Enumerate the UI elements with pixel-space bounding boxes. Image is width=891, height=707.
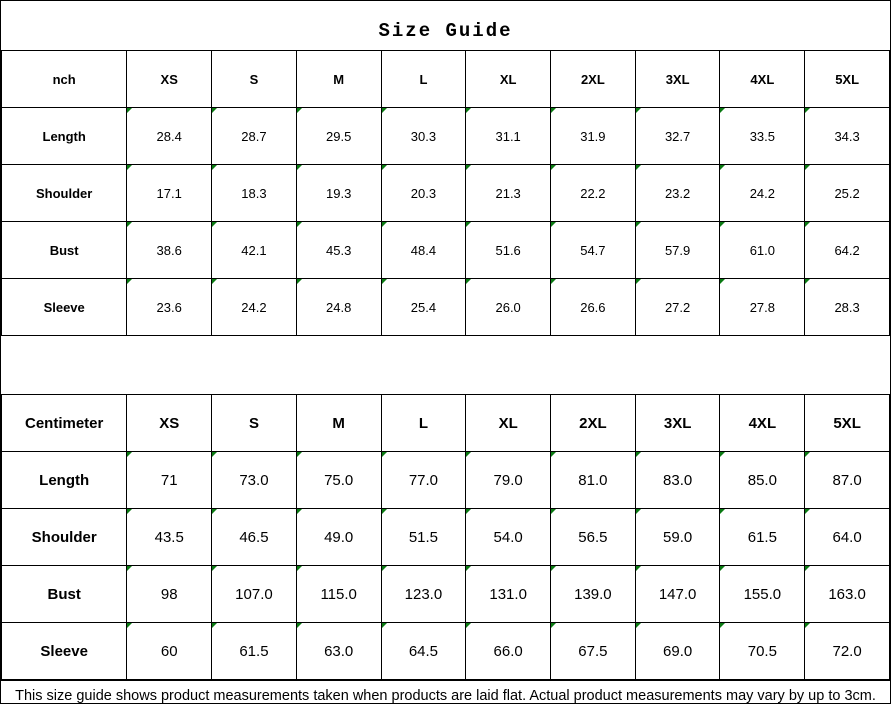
cm-row-label-sleeve: Sleeve: [2, 623, 127, 680]
inch-length-3xl: 32.7: [635, 108, 720, 165]
inch-length-5xl: 34.3: [805, 108, 890, 165]
cm-size-3xl: 3XL: [635, 395, 720, 452]
cm-size-table: [1, 394, 890, 680]
cm-length-xs: 71: [127, 452, 212, 509]
inch-sleeve-4xl: 27.8: [720, 279, 805, 336]
cm-size-l: L: [381, 395, 466, 452]
inch-bust-l: 48.4: [381, 222, 466, 279]
inch-sleeve-m: 24.8: [296, 279, 381, 336]
table-row: [2, 623, 890, 680]
inch-bust-5xl: 64.2: [805, 222, 890, 279]
cm-shoulder-m: 49.0: [296, 509, 381, 566]
cm-shoulder-s: 46.5: [212, 509, 297, 566]
cm-bust-s: 107.0: [212, 566, 297, 623]
page-title: Size Guide: [378, 20, 513, 42]
inch-size-l: L: [381, 51, 466, 108]
inch-bust-xs: 38.6: [127, 222, 212, 279]
cm-length-xl: 79.0: [466, 452, 551, 509]
inch-shoulder-m: 19.3: [296, 165, 381, 222]
cm-bust-4xl: 155.0: [720, 566, 805, 623]
inch-size-xl: XL: [466, 51, 551, 108]
inch-shoulder-xs: 17.1: [127, 165, 212, 222]
table-spacer: [1, 336, 890, 394]
inch-bust-4xl: 61.0: [720, 222, 805, 279]
cm-length-3xl: 83.0: [635, 452, 720, 509]
inch-shoulder-l: 20.3: [381, 165, 466, 222]
inch-size-table: [1, 50, 890, 336]
cm-shoulder-xl: 54.0: [466, 509, 551, 566]
cm-unit-label: Centimeter: [2, 395, 127, 452]
inch-sleeve-xl: 26.0: [466, 279, 551, 336]
table-row: [2, 452, 890, 509]
inch-sleeve-xs: 23.6: [127, 279, 212, 336]
inch-bust-xl: 51.6: [466, 222, 551, 279]
cm-shoulder-3xl: 59.0: [635, 509, 720, 566]
cm-bust-5xl: 163.0: [805, 566, 890, 623]
cm-bust-2xl: 139.0: [551, 566, 636, 623]
inch-unit-label: nch: [2, 51, 127, 108]
table-row: [2, 509, 890, 566]
cm-shoulder-l: 51.5: [381, 509, 466, 566]
inch-sleeve-2xl: 26.6: [551, 279, 636, 336]
inch-size-4xl: 4XL: [720, 51, 805, 108]
cm-row-label-length: Length: [2, 452, 127, 509]
table-row: [2, 279, 890, 336]
cm-length-5xl: 87.0: [805, 452, 890, 509]
table-header-row: [2, 395, 890, 452]
inch-sleeve-s: 24.2: [212, 279, 297, 336]
cm-sleeve-3xl: 69.0: [635, 623, 720, 680]
cm-bust-xs: 98: [127, 566, 212, 623]
table-row: [2, 222, 890, 279]
cm-sleeve-4xl: 70.5: [720, 623, 805, 680]
inch-length-xs: 28.4: [127, 108, 212, 165]
inch-shoulder-xl: 21.3: [466, 165, 551, 222]
cm-sleeve-5xl: 72.0: [805, 623, 890, 680]
inch-shoulder-2xl: 22.2: [551, 165, 636, 222]
inch-size-s: S: [212, 51, 297, 108]
inch-length-s: 28.7: [212, 108, 297, 165]
cm-size-4xl: 4XL: [720, 395, 805, 452]
cm-size-m: M: [296, 395, 381, 452]
cm-sleeve-s: 61.5: [212, 623, 297, 680]
inch-length-xl: 31.1: [466, 108, 551, 165]
inch-size-2xl: 2XL: [551, 51, 636, 108]
inch-row-label-length: Length: [2, 108, 127, 165]
inch-length-2xl: 31.9: [551, 108, 636, 165]
inch-row-label-sleeve: Sleeve: [2, 279, 127, 336]
cm-sleeve-xl: 66.0: [466, 623, 551, 680]
inch-bust-2xl: 54.7: [551, 222, 636, 279]
cm-length-l: 77.0: [381, 452, 466, 509]
inch-sleeve-5xl: 28.3: [805, 279, 890, 336]
inch-shoulder-5xl: 25.2: [805, 165, 890, 222]
cm-sleeve-2xl: 67.5: [551, 623, 636, 680]
inch-length-l: 30.3: [381, 108, 466, 165]
inch-size-3xl: 3XL: [635, 51, 720, 108]
cm-bust-xl: 131.0: [466, 566, 551, 623]
cm-length-s: 73.0: [212, 452, 297, 509]
inch-length-4xl: 33.5: [720, 108, 805, 165]
inch-shoulder-3xl: 23.2: [635, 165, 720, 222]
inch-bust-s: 42.1: [212, 222, 297, 279]
cm-size-xs: XS: [127, 395, 212, 452]
cm-shoulder-4xl: 61.5: [720, 509, 805, 566]
size-guide-footnote: This size guide shows product measurements taken when products are laid flat. Actual product measurements may vary by up to 3cm.: [1, 680, 890, 707]
cm-bust-m: 115.0: [296, 566, 381, 623]
cm-sleeve-l: 64.5: [381, 623, 466, 680]
cm-shoulder-5xl: 64.0: [805, 509, 890, 566]
cm-bust-3xl: 147.0: [635, 566, 720, 623]
inch-shoulder-s: 18.3: [212, 165, 297, 222]
inch-size-m: M: [296, 51, 381, 108]
cm-size-5xl: 5XL: [805, 395, 890, 452]
inch-sleeve-3xl: 27.2: [635, 279, 720, 336]
inch-size-xs: XS: [127, 51, 212, 108]
table-row: [2, 165, 890, 222]
cm-bust-l: 123.0: [381, 566, 466, 623]
inch-sleeve-l: 25.4: [381, 279, 466, 336]
inch-row-label-shoulder: Shoulder: [2, 165, 127, 222]
cm-size-2xl: 2XL: [551, 395, 636, 452]
cm-size-xl: XL: [466, 395, 551, 452]
cm-sleeve-xs: 60: [127, 623, 212, 680]
cm-row-label-shoulder: Shoulder: [2, 509, 127, 566]
inch-bust-m: 45.3: [296, 222, 381, 279]
cm-length-m: 75.0: [296, 452, 381, 509]
inch-row-label-bust: Bust: [2, 222, 127, 279]
inch-shoulder-4xl: 24.2: [720, 165, 805, 222]
inch-length-m: 29.5: [296, 108, 381, 165]
cm-size-s: S: [212, 395, 297, 452]
cm-row-label-bust: Bust: [2, 566, 127, 623]
inch-size-5xl: 5XL: [805, 51, 890, 108]
cm-length-4xl: 85.0: [720, 452, 805, 509]
cm-sleeve-m: 63.0: [296, 623, 381, 680]
cm-shoulder-2xl: 56.5: [551, 509, 636, 566]
cm-shoulder-xs: 43.5: [127, 509, 212, 566]
table-row: [2, 108, 890, 165]
inch-bust-3xl: 57.9: [635, 222, 720, 279]
table-row: [2, 566, 890, 623]
table-header-row: [2, 51, 890, 108]
cm-length-2xl: 81.0: [551, 452, 636, 509]
